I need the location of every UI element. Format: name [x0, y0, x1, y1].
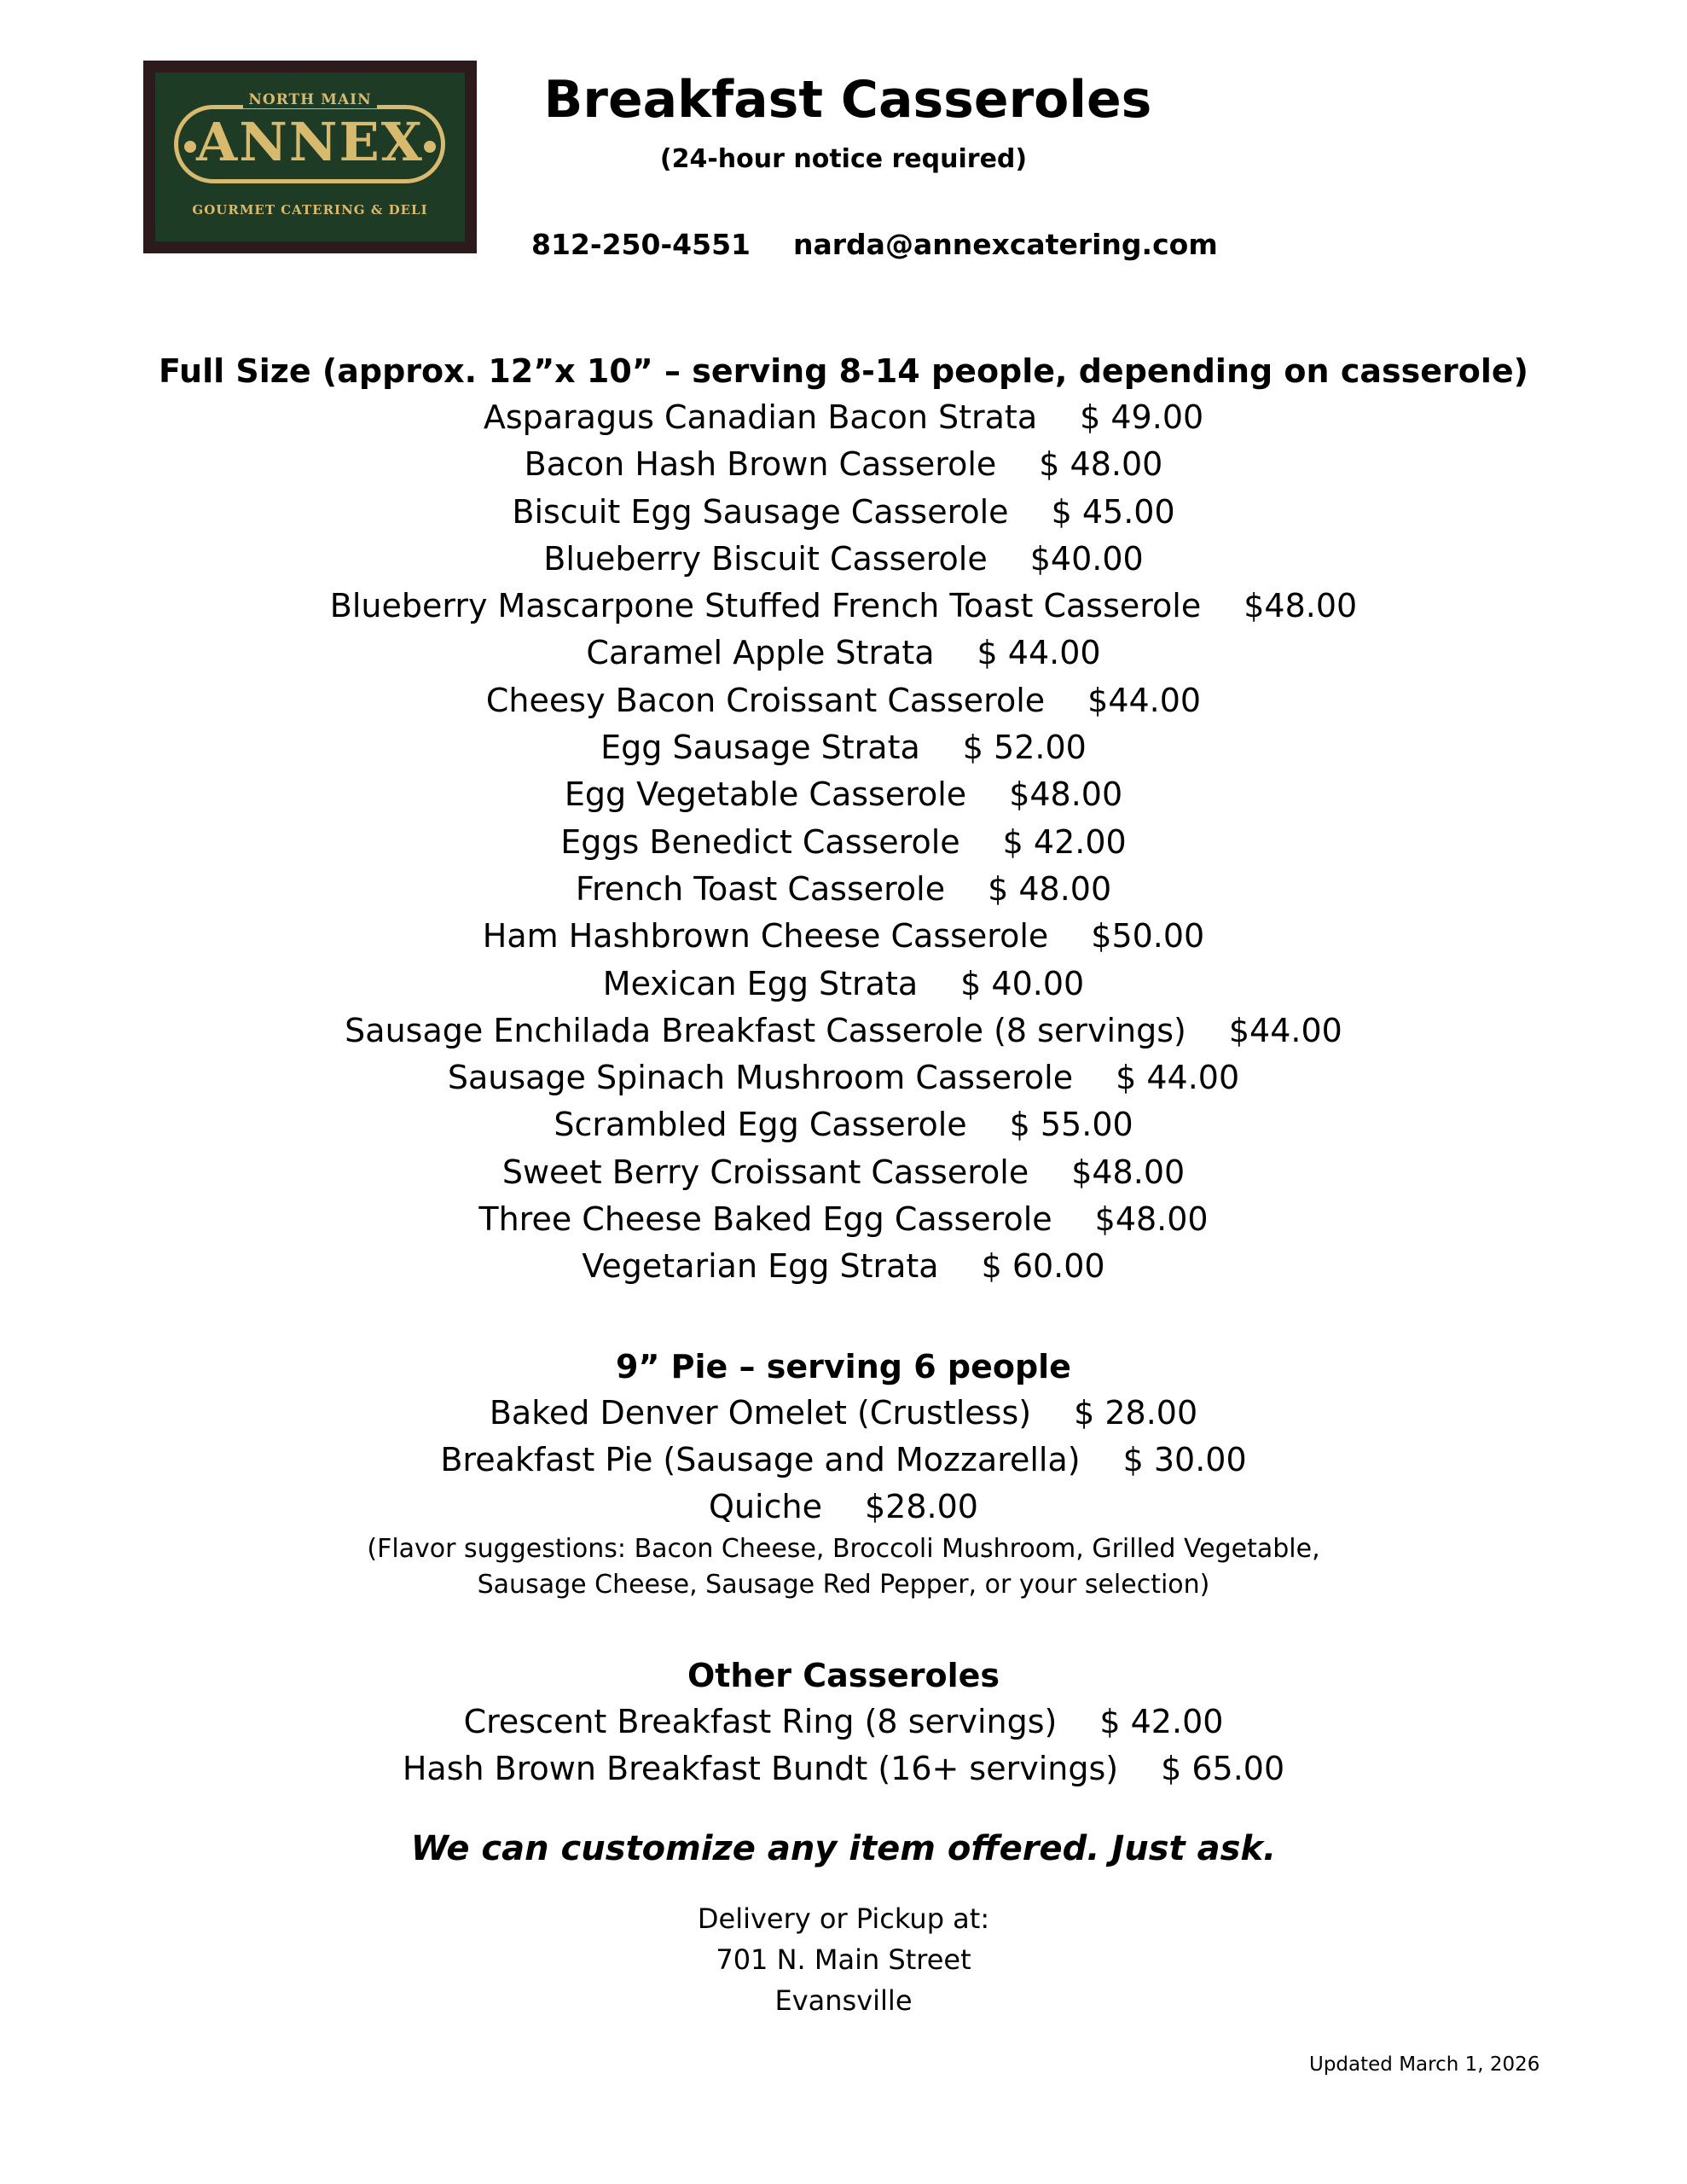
- item-price: $48.00: [1094, 1200, 1209, 1239]
- item-name: Crescent Breakfast Ring (8 servings): [463, 1702, 1058, 1740]
- item-name: Quiche: [709, 1488, 822, 1526]
- item-name: Asparagus Canadian Bacon Strata: [483, 398, 1038, 436]
- menu-item: [0, 819, 1687, 866]
- menu-item: [0, 913, 1687, 960]
- page-title: Breakfast Casseroles: [543, 70, 1152, 130]
- item-name: Bacon Hash Brown Casserole: [524, 445, 997, 484]
- menu-item: [0, 1008, 1687, 1054]
- menu-item: [0, 1484, 1687, 1531]
- full-size-heading: Full Size (approx. 12”x 10” – serving 8-14 people, depending on casserole): [158, 352, 1529, 390]
- item-price: $28.00: [864, 1488, 978, 1526]
- item-price: $ 60.00: [981, 1247, 1105, 1286]
- item-name: Eggs Benedict Casserole: [560, 822, 960, 861]
- item-price: $40.00: [1029, 539, 1144, 578]
- item-name: Caramel Apple Strata: [586, 634, 935, 672]
- section-spacer: [0, 1603, 1687, 1653]
- customize-note: We can customize any item offered. Just ask.: [410, 1829, 1277, 1869]
- item-price: $ 30.00: [1122, 1440, 1247, 1478]
- item-price: $ 44.00: [977, 634, 1101, 672]
- item-price: $ 44.00: [1116, 1059, 1240, 1097]
- city: Evansville: [774, 1984, 913, 2018]
- menu-item: [0, 1390, 1687, 1437]
- menu-item: [0, 771, 1687, 818]
- section-spacer: [0, 1873, 1687, 1898]
- flavor-note-line1: (Flavor suggestions: Bacon Cheese, Broccoli Mushroom, Grilled Vegetable,: [367, 1533, 1320, 1564]
- email-address: narda@annexcatering.com: [793, 228, 1218, 261]
- item-name: Blueberry Biscuit Casserole: [543, 539, 988, 578]
- item-price: $50.00: [1091, 917, 1205, 956]
- menu-item: [0, 1054, 1687, 1101]
- item-price: $ 48.00: [988, 869, 1112, 908]
- item-name: Breakfast Pie (Sausage and Mozzarella): [440, 1440, 1081, 1478]
- item-price: $ 42.00: [1002, 822, 1127, 861]
- item-price: $ 45.00: [1051, 492, 1175, 531]
- item-name: Vegetarian Egg Strata: [582, 1247, 939, 1286]
- item-price: $ 28.00: [1074, 1393, 1198, 1432]
- item-name: Mexican Egg Strata: [602, 964, 919, 1002]
- pie-list: [0, 1390, 1687, 1531]
- menu-item: [0, 441, 1687, 488]
- updated-date: Updated March 1, 2026: [1309, 2053, 1540, 2076]
- item-price: $44.00: [1228, 1011, 1342, 1049]
- item-name: Baked Denver Omelet (Crustless): [489, 1393, 1032, 1432]
- menu-item: [0, 866, 1687, 913]
- item-price: $ 49.00: [1080, 398, 1204, 436]
- menu-item: [0, 1243, 1687, 1290]
- item-price: $48.00: [1009, 775, 1123, 814]
- menu-item: [0, 677, 1687, 724]
- item-name: Biscuit Egg Sausage Casserole: [512, 492, 1009, 531]
- menu-item: [0, 724, 1687, 771]
- menu-item: [0, 1745, 1687, 1792]
- menu-item: [0, 1699, 1687, 1745]
- item-price: $ 52.00: [962, 729, 1087, 767]
- item-name: Sausage Spinach Mushroom Casserole: [447, 1059, 1074, 1097]
- other-list: [0, 1699, 1687, 1793]
- contact-line: [531, 227, 1218, 263]
- menu-item: [0, 961, 1687, 1008]
- item-name: Sweet Berry Croissant Casserole: [501, 1153, 1029, 1191]
- section-spacer: [0, 1291, 1687, 1344]
- notice-subtitle: (24-hour notice required): [659, 144, 1028, 174]
- menu-item: [0, 583, 1687, 630]
- item-name: Cheesy Bacon Croissant Casserole: [485, 681, 1046, 719]
- menu-item: [0, 489, 1687, 536]
- item-name: Scrambled Egg Casserole: [554, 1106, 967, 1144]
- item-name: Blueberry Mascarpone Stuffed French Toast Casserole: [329, 587, 1202, 625]
- menu-item: [0, 1437, 1687, 1484]
- item-name: Egg Sausage Strata: [600, 729, 920, 767]
- item-name: Three Cheese Baked Egg Casserole: [478, 1200, 1052, 1239]
- street-address: 701 N. Main Street: [716, 1943, 971, 1977]
- item-price: $48.00: [1244, 587, 1358, 625]
- menu-item: [0, 1101, 1687, 1148]
- section-spacer: [0, 1792, 1687, 1825]
- item-price: $48.00: [1071, 1153, 1186, 1191]
- menu-item: [0, 394, 1687, 441]
- logo-bottom-text: GOURMET CATERING & DELI: [192, 202, 428, 218]
- menu-item: [0, 1149, 1687, 1196]
- pie-heading: 9” Pie – serving 6 people: [616, 1347, 1071, 1385]
- logo-top-text: NORTH MAIN: [155, 91, 465, 108]
- item-name: Hash Brown Breakfast Bundt (16+ servings): [402, 1749, 1119, 1787]
- item-price: $ 42.00: [1099, 1702, 1224, 1740]
- full-size-list: [0, 394, 1687, 1291]
- delivery-label: Delivery or Pickup at:: [697, 1902, 990, 1936]
- other-heading: Other Casseroles: [687, 1656, 1000, 1694]
- item-name: Ham Hashbrown Cheese Casserole: [482, 917, 1049, 956]
- menu-item: [0, 536, 1687, 583]
- item-price: $ 48.00: [1039, 445, 1163, 484]
- item-name: Sausage Enchilada Breakfast Casserole (8 servings): [345, 1011, 1186, 1049]
- item-name: French Toast Casserole: [575, 869, 946, 908]
- phone-number: 812-250-4551: [531, 228, 751, 261]
- menu-item: [0, 1196, 1687, 1243]
- flavor-note-line2: Sausage Cheese, Sausage Red Pepper, or your selection): [477, 1569, 1210, 1600]
- menu-body: [0, 348, 1687, 2021]
- item-price: $ 40.00: [960, 964, 1085, 1002]
- item-name: Egg Vegetable Casserole: [564, 775, 967, 814]
- item-price: $44.00: [1087, 681, 1202, 719]
- logo-main-text: ANNEX: [196, 111, 424, 173]
- item-price: $ 65.00: [1161, 1749, 1285, 1787]
- menu-item: [0, 630, 1687, 677]
- item-price: $ 55.00: [1009, 1106, 1133, 1144]
